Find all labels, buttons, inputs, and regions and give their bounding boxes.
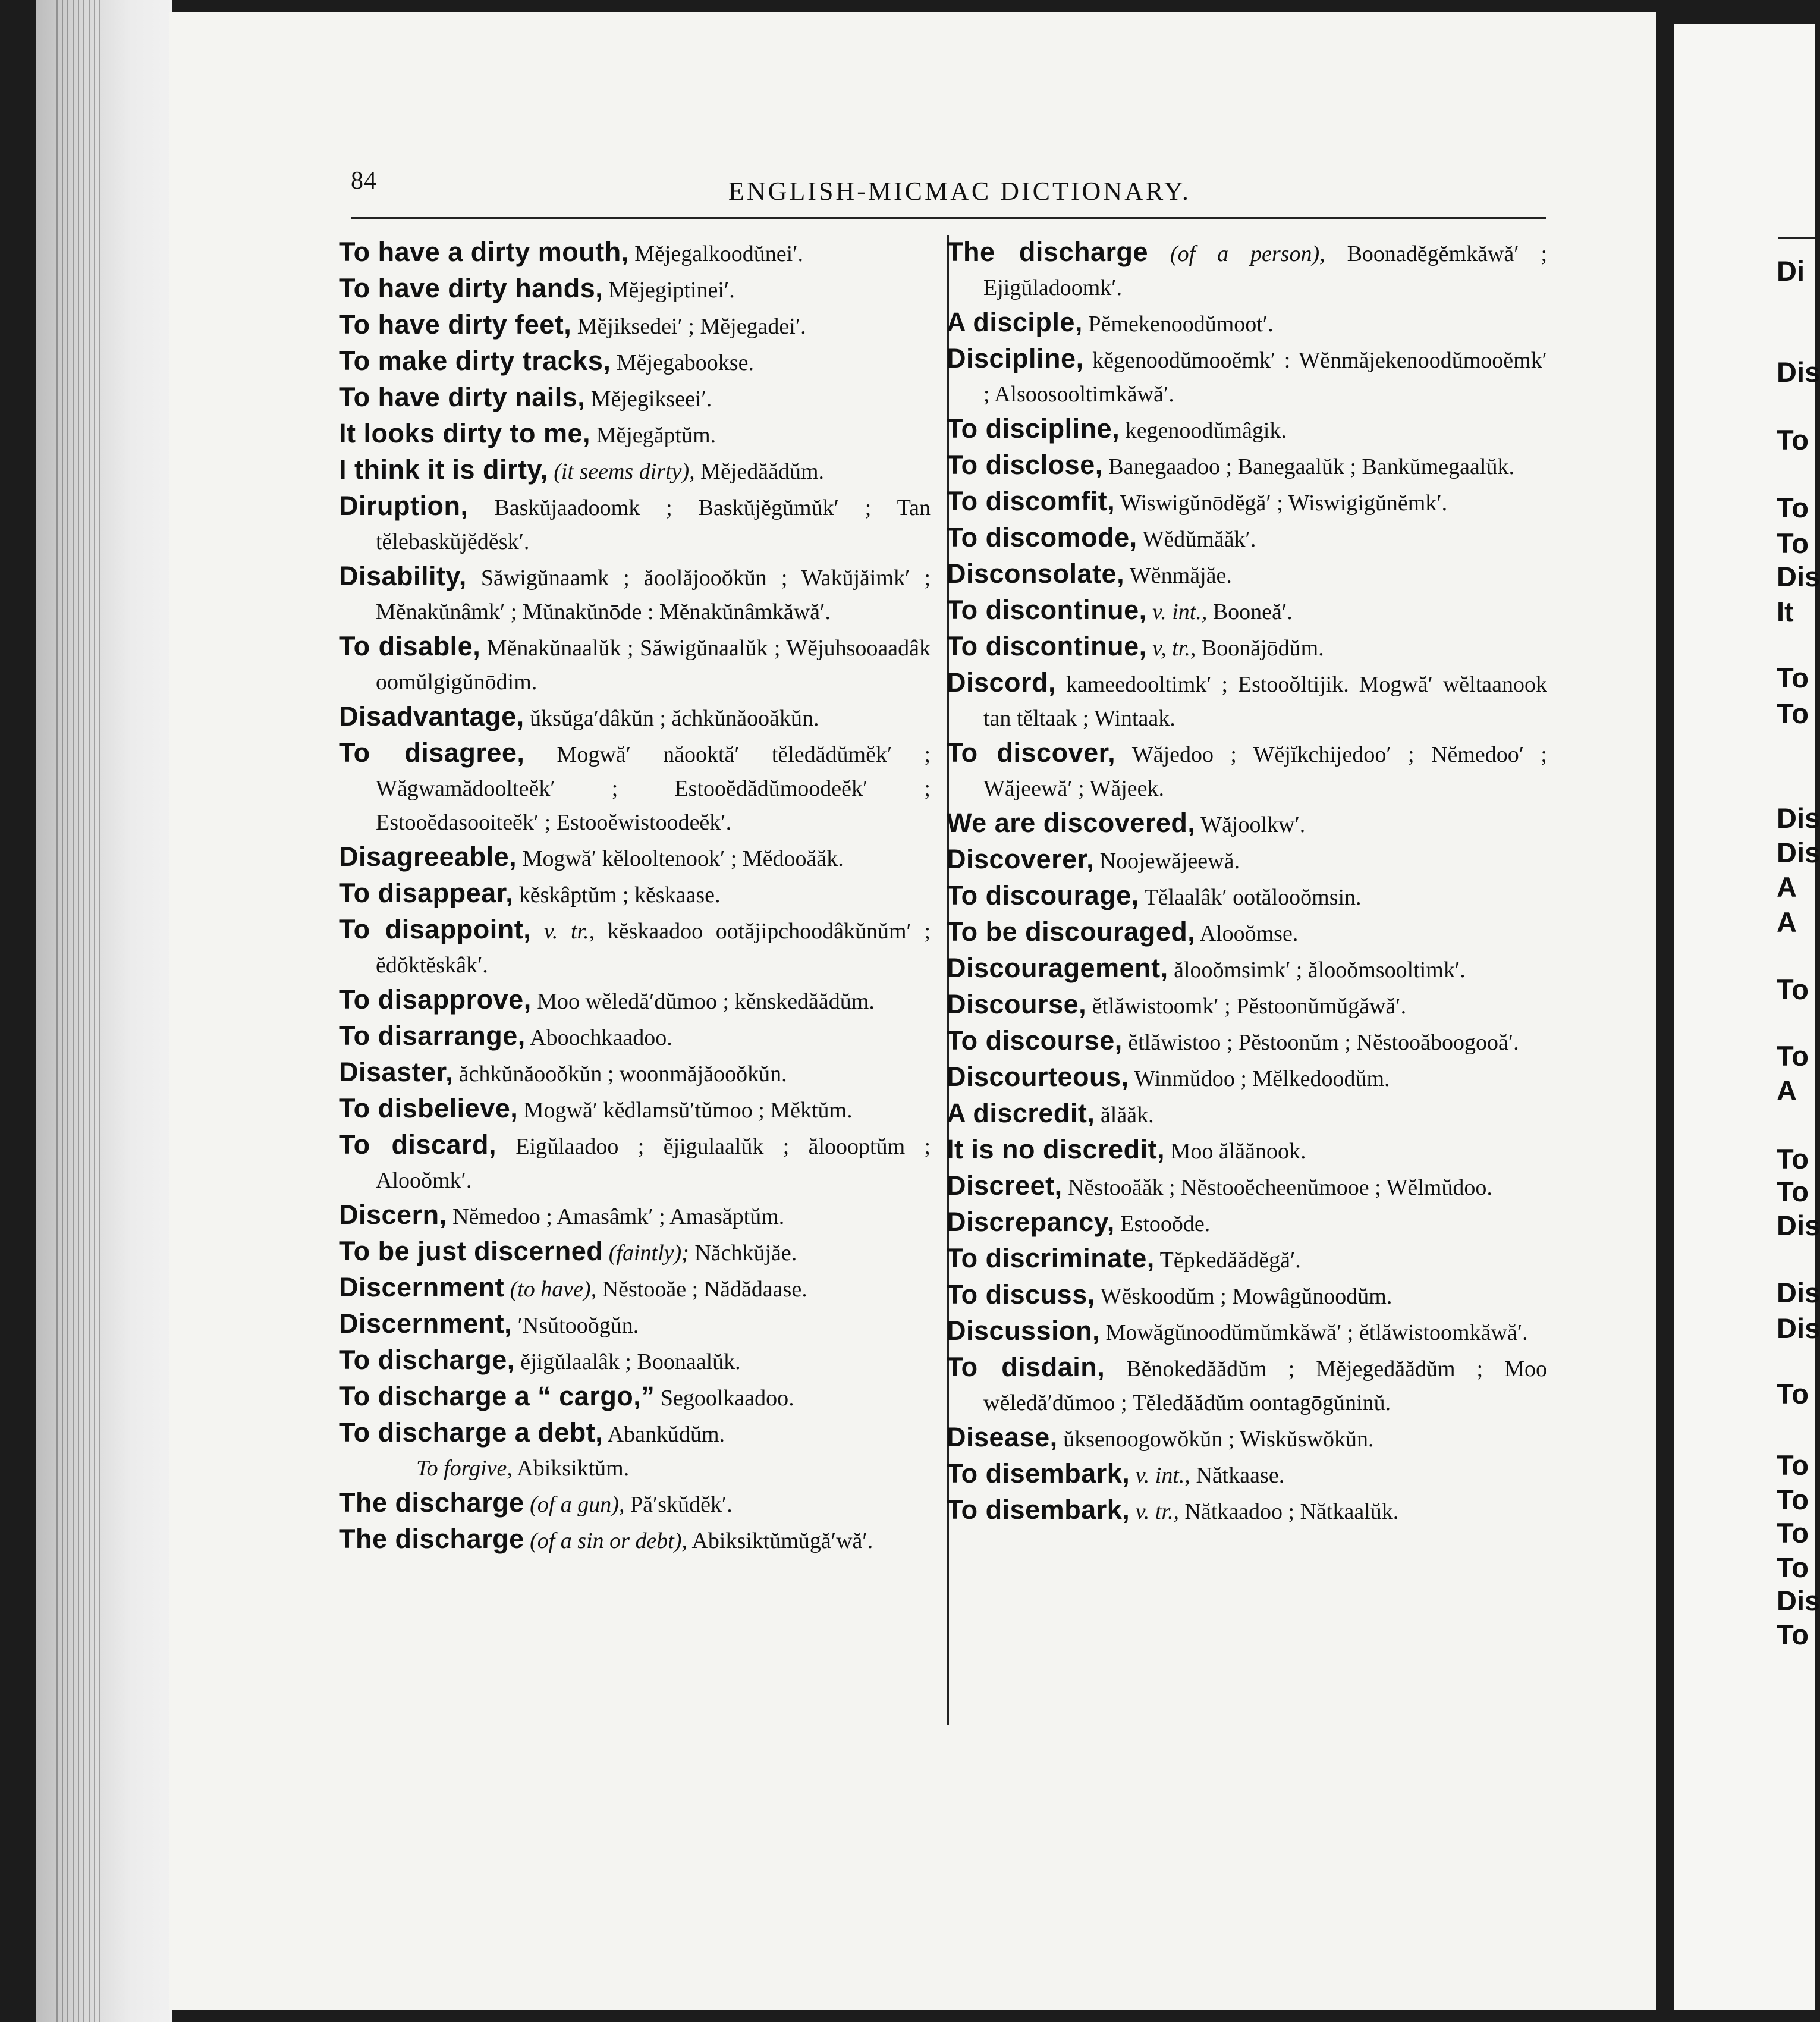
headword: Discernment, xyxy=(339,1308,513,1339)
dictionary-entry xyxy=(947,1132,1547,1169)
adjacent-page-word: To xyxy=(1777,974,1809,1005)
dictionary-entry xyxy=(947,1350,1547,1420)
dictionary-entry xyxy=(339,380,931,416)
definition: Moo ălăănook. xyxy=(1170,1139,1306,1164)
definition: Nĕstooăe ; Nădădaase. xyxy=(602,1277,807,1302)
definition: Boonadĕgĕmkăwă′ ; Ejigŭladoomk′. xyxy=(983,241,1548,300)
dictionary-entry xyxy=(947,305,1547,341)
grammar-note: (to have), xyxy=(510,1277,597,1302)
dictionary-entry xyxy=(339,307,931,344)
definition: Pă′skŭdĕk′. xyxy=(630,1492,733,1517)
sub-entry xyxy=(339,1452,931,1486)
definition: Winmŭdoo ; Mĕlkedoodŭm. xyxy=(1134,1066,1390,1091)
adjacent-page-word: To xyxy=(1777,1449,1809,1481)
headword: To discriminate, xyxy=(947,1243,1155,1273)
headword: To discharge a “ cargo,” xyxy=(339,1381,655,1411)
headword: To disclose, xyxy=(947,450,1103,480)
definition: Estooŏde. xyxy=(1120,1211,1211,1236)
definition: ŭksenoogowŏkŭn ; Wiskŭswŏkŭn. xyxy=(1063,1427,1374,1452)
headword: The discharge xyxy=(947,237,1149,267)
headword: To discharge a debt, xyxy=(339,1417,603,1448)
definition: Eigŭlaadoo ; ĕjigulaalŭk ; ăloooptŭm ; Alooŏmk′. xyxy=(376,1134,931,1193)
definition: Wăjoolkw′. xyxy=(1200,812,1306,837)
definition: Mĕjegalkoodŭnei′. xyxy=(634,241,803,266)
headword: To disapprove, xyxy=(339,984,532,1015)
dictionary-entry xyxy=(339,1234,931,1270)
definition: Wĕdŭmăăk′. xyxy=(1142,527,1256,552)
adjacent-page-word: To xyxy=(1777,424,1809,456)
grammar-note: (faintly); xyxy=(608,1241,689,1266)
adjacent-page-word: To xyxy=(1777,1040,1809,1072)
dictionary-entry xyxy=(339,1307,931,1343)
dictionary-entry xyxy=(947,1205,1547,1241)
dictionary-entry xyxy=(339,416,931,453)
headword: To discover, xyxy=(947,737,1116,768)
headword: To discontinue, xyxy=(947,631,1147,661)
dictionary-entry xyxy=(947,520,1547,557)
definition: Nătkaase. xyxy=(1196,1463,1285,1488)
headword: To discontinue, xyxy=(947,595,1147,625)
dictionary-entry xyxy=(947,1456,1547,1493)
dictionary-entry xyxy=(339,982,931,1019)
running-head: ENGLISH-MICMAC DICTIONARY. xyxy=(728,177,1191,206)
dictionary-entry xyxy=(339,344,931,380)
definition: ′Nsŭtooŏgŭn. xyxy=(517,1313,639,1338)
adjacent-page-word: To xyxy=(1777,1552,1809,1583)
headword: Discouragement, xyxy=(947,953,1168,983)
dictionary-entry xyxy=(339,840,931,876)
adjacent-page-word: Dis xyxy=(1777,561,1820,592)
headword: A disciple, xyxy=(947,307,1083,337)
adjacent-page-word: It xyxy=(1777,596,1794,627)
adjacent-page-word: Di xyxy=(1777,255,1805,287)
headword: To disable, xyxy=(339,631,481,661)
dictionary-entry xyxy=(947,987,1547,1023)
dictionary-entry xyxy=(339,1415,931,1452)
adjacent-page-word: To xyxy=(1777,698,1809,729)
definition: kameedooltimk′ ; Estooŏltijik. Mogwă′ wĕltaanook tan tĕltaak ; Wintaak. xyxy=(983,672,1547,731)
dictionary-entry xyxy=(947,1420,1547,1456)
dictionary-entry xyxy=(339,1128,931,1198)
page-edges xyxy=(56,0,104,2022)
dictionary-entry xyxy=(947,951,1547,987)
definition: ĕjigŭlaalâk ; Boonaalŭk. xyxy=(520,1349,741,1374)
adjacent-page-word: Dis xyxy=(1777,837,1820,868)
headword: I think it is dirty, xyxy=(339,454,548,485)
grammar-note: (it seems dirty), xyxy=(554,459,695,484)
adjacent-page-word: Dis xyxy=(1777,802,1820,834)
headword: Discord, xyxy=(947,667,1057,698)
definition: Mĕjiksedei′ ; Mĕjegadei′. xyxy=(577,314,806,339)
dictionary-entry xyxy=(339,699,931,736)
dictionary-entry xyxy=(339,1486,931,1522)
definition: ĕtlăwistoomk′ ; Pĕstoonŭmŭgăwă′. xyxy=(1092,994,1407,1019)
headword: It is no discredit, xyxy=(947,1134,1165,1164)
dictionary-entry xyxy=(339,1055,931,1091)
definition: Mĕjegiptinei′. xyxy=(608,278,735,303)
dictionary-entry xyxy=(339,736,931,840)
headword: To have a dirty mouth, xyxy=(339,237,629,267)
dictionary-entry xyxy=(339,559,931,629)
headword: To discipline, xyxy=(947,413,1120,444)
definition: Noojewăjeewă. xyxy=(1099,849,1240,874)
definition: Boonăjōdŭm. xyxy=(1201,636,1324,661)
grammar-note: v. tr., xyxy=(543,919,595,944)
headword: Discourse, xyxy=(947,989,1087,1019)
adjacent-page-word: A xyxy=(1777,871,1797,903)
definition: Tĕpkedăădĕgă′. xyxy=(1159,1248,1301,1273)
definition: Nĕmedoo ; Amasâmk′ ; Amasăptŭm. xyxy=(452,1204,785,1229)
headword: To disagree, xyxy=(339,737,525,768)
dictionary-entry xyxy=(339,1198,931,1234)
dictionary-entry xyxy=(947,1277,1547,1314)
definition: Aboochkaadoo. xyxy=(530,1025,672,1050)
dictionary-entry xyxy=(947,1493,1547,1529)
dictionary-entry xyxy=(339,489,931,559)
headword: To discard, xyxy=(339,1129,497,1160)
dictionary-entry xyxy=(339,235,931,271)
dictionary-entry xyxy=(339,629,931,699)
definition: kĕskaadoo ootăjipchoodâkŭnŭm′ ; ĕdŏktĕskâk′. xyxy=(376,919,931,978)
headword: To discourage, xyxy=(947,880,1139,910)
dictionary-entry xyxy=(947,915,1547,951)
definition: Mĕjedăădŭm. xyxy=(700,459,825,484)
headword: Discern, xyxy=(339,1200,447,1230)
headword: To have dirty feet, xyxy=(339,309,572,340)
headword: Disagreeable, xyxy=(339,842,517,872)
grammar-note: (of a gun), xyxy=(530,1492,625,1517)
grammar-note: (of a sin or debt), xyxy=(530,1528,688,1553)
headword: To disdain, xyxy=(947,1352,1105,1382)
adjacent-page-word: To xyxy=(1777,1378,1809,1409)
grammar-note: v. int., xyxy=(1152,599,1208,624)
headword: Disease, xyxy=(947,1422,1058,1452)
headword: To disembark, xyxy=(947,1494,1130,1525)
adjacent-page-word: To xyxy=(1777,1176,1809,1207)
dictionary-entry xyxy=(947,878,1547,915)
headword: To disarrange, xyxy=(339,1021,526,1051)
headword: Discipline, xyxy=(947,343,1084,373)
definition: Banegaadoo ; Banegaalŭk ; Bankŭmegaalŭk. xyxy=(1108,454,1514,479)
headword: To discomfit, xyxy=(947,486,1115,516)
sub-entry-definition: Abiksiktŭm. xyxy=(517,1456,630,1481)
headword: Discreet, xyxy=(947,1170,1063,1201)
headword: The discharge xyxy=(339,1524,524,1554)
dictionary-entry xyxy=(947,412,1547,448)
dictionary-entry xyxy=(947,1241,1547,1277)
adjacent-page-word: To xyxy=(1777,528,1809,559)
definition: Abankŭdŭm. xyxy=(607,1422,725,1447)
definition: Mogwă′ kĕlooltenook′ ; Mĕdooăăk. xyxy=(522,846,844,871)
dictionary-entry xyxy=(947,665,1547,736)
headword: Disadvantage, xyxy=(339,701,524,731)
definition: Pĕmekenoodŭmoot′. xyxy=(1088,312,1274,337)
adjacent-page-word: Dis xyxy=(1777,1277,1820,1308)
sub-entry-note: To forgive, xyxy=(416,1456,513,1481)
definition: Nătkaadoo ; Nătkaalŭk. xyxy=(1184,1499,1399,1524)
dictionary-entry xyxy=(947,1023,1547,1060)
headword: Disconsolate, xyxy=(947,558,1125,589)
headword: To have dirty nails, xyxy=(339,382,586,412)
definition: Mĕjegikseei′. xyxy=(590,387,712,412)
dictionary-entry xyxy=(339,1522,931,1558)
headword: To disappear, xyxy=(339,878,514,908)
adjacent-page-word: A xyxy=(1777,1075,1797,1106)
headword: To disbelieve, xyxy=(339,1093,518,1123)
definition: Tĕlaalâk′ ootălooŏmsin. xyxy=(1144,885,1362,910)
definition: Mogwă′ năooktă′ tĕledădŭmĕk′ ; Wăgwamădoolteĕk′ ; Estooĕdădŭmoodeĕk′ ; Estooĕdasooiteĕk′ ; Estooĕwistoodeĕk′. xyxy=(376,742,931,835)
header-rule xyxy=(351,217,1546,219)
definition: Wiswigŭnōdĕgă′ ; Wiswigigŭnĕmk′. xyxy=(1120,491,1448,516)
headword: To discomode, xyxy=(947,522,1137,552)
adjacent-page-margin-words xyxy=(1777,0,1820,2022)
headword: To disappoint, xyxy=(339,914,532,944)
dictionary-entry xyxy=(947,842,1547,878)
dictionary-entry xyxy=(339,453,931,489)
headword: To discuss, xyxy=(947,1279,1095,1310)
headword: Discernment xyxy=(339,1272,505,1302)
adjacent-page-word: Dis xyxy=(1777,1585,1820,1616)
dictionary-entry xyxy=(947,341,1547,412)
definition: Moo wĕledă′dŭmoo ; kĕnskedăădŭm. xyxy=(537,989,875,1014)
headword: The discharge xyxy=(339,1487,524,1518)
definition: Wăjedoo ; Wĕjĭkchijedoo′ ; Nĕmedoo′ ; Wăjeewă′ ; Wăjeek. xyxy=(983,742,1547,801)
definition: Bĕnokedăădŭm ; Mĕjegedăădŭm ; Moo wĕledă′dŭmoo ; Tĕledăădŭm oontagōgŭninŭ. xyxy=(983,1357,1547,1415)
headword: To be discouraged, xyxy=(947,916,1196,947)
adjacent-page-word: Dis xyxy=(1777,1313,1820,1344)
dictionary-entry xyxy=(947,1169,1547,1205)
definition: Wĕskoodŭm ; Mowâgŭnoodŭm. xyxy=(1100,1284,1392,1309)
dictionary-entry xyxy=(339,1379,931,1415)
definition: Mĕjegăptŭm. xyxy=(596,423,716,448)
grammar-note: v. int., xyxy=(1135,1463,1190,1488)
definition: Baskŭjaadoomk ; Baskŭjĕgŭmŭk′ ; Tan tĕlebaskŭjĕdĕsk′. xyxy=(376,495,931,554)
headword: Discourteous, xyxy=(947,1062,1129,1092)
definition: kĕgenoodŭmooĕmk′ : Wĕnmăjekenoodŭmooĕmk′ ; Alsoosooltimkăwă′. xyxy=(983,348,1547,407)
definition: kegenoodŭmâgik. xyxy=(1125,418,1287,443)
definition: ălăăk. xyxy=(1100,1103,1154,1128)
right-column xyxy=(947,235,1547,1529)
adjacent-page-word: Dis xyxy=(1777,1210,1820,1241)
headword: To disembark, xyxy=(947,1458,1130,1489)
dictionary-entry xyxy=(947,484,1547,520)
headword: To have dirty hands, xyxy=(339,273,603,303)
adjacent-page-word: To xyxy=(1777,1484,1809,1515)
headword: Discussion, xyxy=(947,1315,1101,1346)
headword: A discredit, xyxy=(947,1098,1095,1128)
dictionary-entry xyxy=(947,736,1547,806)
headword: To make dirty tracks, xyxy=(339,346,611,376)
dictionary-entry xyxy=(947,1060,1547,1096)
left-column xyxy=(339,235,931,1558)
dictionary-entry xyxy=(947,235,1547,305)
adjacent-page-word: To xyxy=(1777,1619,1809,1650)
definition: kĕskâptŭm ; kĕskaase. xyxy=(518,883,721,908)
adjacent-page-word: To xyxy=(1777,662,1809,693)
dictionary-entry xyxy=(947,1314,1547,1350)
headword: Disaster, xyxy=(339,1057,454,1087)
dictionary-entry xyxy=(947,557,1547,593)
dictionary-entry xyxy=(947,806,1547,842)
headword: To be just discerned xyxy=(339,1236,603,1266)
adjacent-page-word: To xyxy=(1777,492,1809,523)
definition: Abiksiktŭmŭgă′wă′. xyxy=(691,1528,873,1553)
headword: To discourse, xyxy=(947,1025,1123,1056)
adjacent-page-word: Dis xyxy=(1777,356,1820,388)
definition: ălooŏmsimk′ ; ălooŏmsooltimk′. xyxy=(1174,957,1466,982)
definition: Nĕstooăăk ; Nĕstooĕcheenŭmooe ; Wĕlmŭdoo. xyxy=(1068,1175,1492,1200)
grammar-note: v, tr., xyxy=(1152,636,1196,661)
dictionary-entry xyxy=(339,1343,931,1379)
definition: Săwigŭnaamk ; ăoolăjooŏkŭn ; Wakŭjăimk′ ; Mĕnakŭnâmk′ ; Mŭnakŭnōde : Mĕnakŭnâmkăwă′. xyxy=(376,566,931,624)
headword: We are discovered, xyxy=(947,808,1196,838)
adjacent-page-word: To xyxy=(1777,1517,1809,1549)
dictionary-entry xyxy=(339,1270,931,1307)
grammar-note: v. tr., xyxy=(1135,1499,1179,1524)
definition: Wĕnmăjăe. xyxy=(1129,563,1232,588)
dictionary-entry xyxy=(947,1096,1547,1132)
definition: Năchkŭjăe. xyxy=(694,1241,797,1266)
definition: Mĕnakŭnaalŭk ; Săwigŭnaalŭk ; Wĕjuhsooaadâk oomŭlgigŭnōdim. xyxy=(376,636,931,695)
adjacent-page-word: A xyxy=(1777,906,1797,938)
definition: Alooŏmse. xyxy=(1199,921,1299,946)
definition: ăchkŭnăooŏkŭn ; woonmăjăooŏkŭn. xyxy=(458,1062,787,1087)
page-number: 84 xyxy=(351,167,377,194)
dictionary-entry xyxy=(947,593,1547,629)
dictionary-entry xyxy=(339,876,931,912)
definition: Booneă′. xyxy=(1212,599,1293,624)
headword: Discrepancy, xyxy=(947,1207,1115,1237)
dictionary-entry xyxy=(339,271,931,307)
headword: It looks dirty to me, xyxy=(339,418,591,448)
definition: Mowăgŭnoodŭmŭmkăwă′ ; ĕtlăwistoomkăwă′. xyxy=(1105,1320,1528,1345)
headword: To discharge, xyxy=(339,1345,515,1375)
definition: ŭksŭga′dâkŭn ; ăchkŭnăooăkŭn. xyxy=(530,706,819,731)
definition: ĕtlăwistoo ; Pĕstoonŭm ; Nĕstooăboogooă′. xyxy=(1128,1030,1519,1055)
dictionary-entry xyxy=(947,448,1547,484)
dictionary-entry xyxy=(339,1019,931,1055)
dictionary-entry xyxy=(947,629,1547,665)
definition: Mĕjegabookse. xyxy=(616,350,754,375)
headword: Diruption, xyxy=(339,491,469,521)
grammar-note: (of a person), xyxy=(1170,241,1325,266)
adjacent-page-word: To xyxy=(1777,1143,1809,1175)
definition: Segoolkaadoo. xyxy=(660,1386,794,1411)
dictionary-entry xyxy=(339,1091,931,1128)
dictionary-entry xyxy=(339,912,931,982)
headword: Disability, xyxy=(339,561,467,591)
definition: Mogwă′ kĕdlamsŭ′tŭmoo ; Mĕktŭm. xyxy=(523,1098,853,1123)
headword: Discoverer, xyxy=(947,844,1095,874)
